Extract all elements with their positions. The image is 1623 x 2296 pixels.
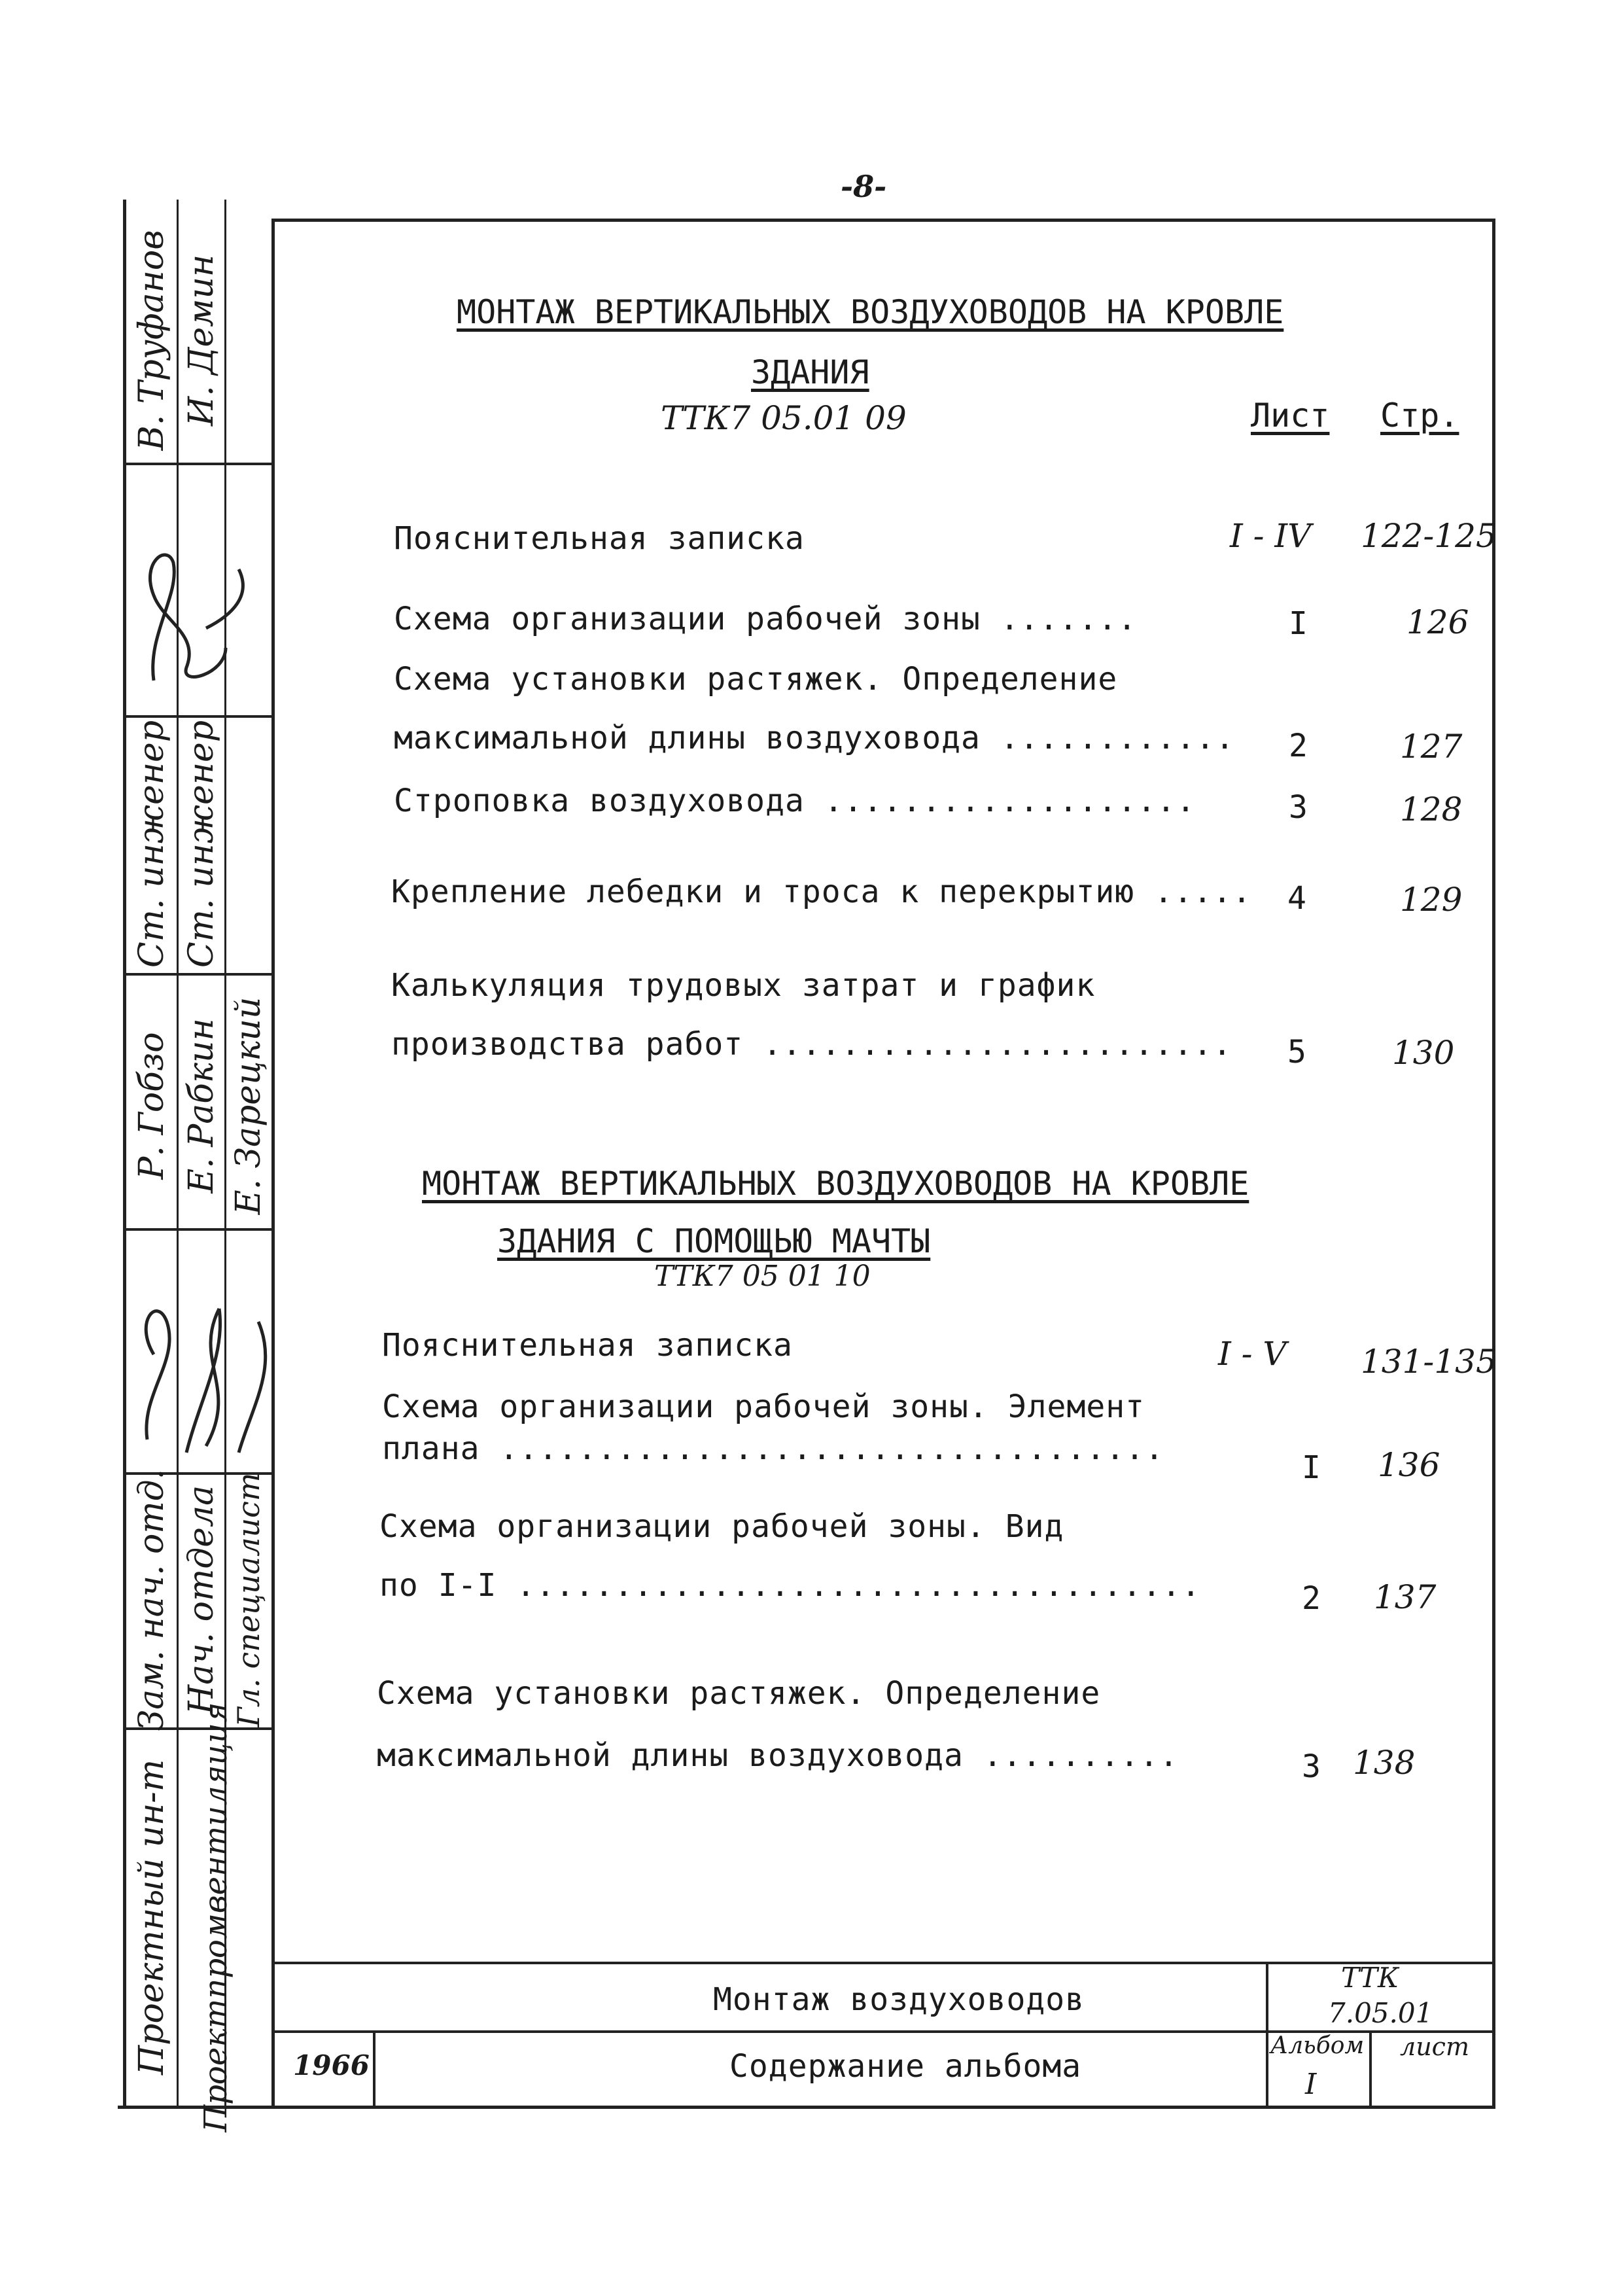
toc-item-sheet: 3: [1289, 789, 1308, 826]
frame-top: [271, 219, 1495, 222]
toc-item-page: 127: [1400, 728, 1463, 766]
toc-item-text: Схема организации рабочей зоны. Вид: [379, 1508, 1064, 1545]
section1-title-line1: МОНТАЖ ВЕРТИКАЛЬНЫХ ВОЗДУХОВОДОВ НА КРОВЛЕ: [457, 293, 1284, 331]
toc-item-text: Схема установки растяжек. Определение: [394, 661, 1118, 698]
stamp-role-head-dept: Нач. отдела: [182, 1485, 221, 1715]
column-header-page: Стр.: [1380, 397, 1459, 434]
stamp-col-divider-1: [177, 200, 179, 2106]
toc-item-text: Крепление лебедки и троса к перекрытию .....: [391, 874, 1252, 910]
toc-item-sheet: I - V: [1218, 1335, 1287, 1373]
titleblock-right-divider: [1266, 1962, 1268, 2106]
page-number: -8-: [841, 169, 887, 204]
stamp-name-gobzo: Р. Гобзо: [132, 1032, 171, 1180]
toc-item-page: 129: [1400, 881, 1463, 919]
stamp-row-2: [123, 715, 271, 718]
stamp-institute: Проектный ин-т: [132, 1759, 171, 2075]
stamp-name-demin: И. Демин: [182, 254, 221, 427]
stamp-role-chief-specialist: Гл. специалист: [231, 1472, 266, 1727]
signature-1: [128, 537, 265, 707]
titleblock-album-label: Альбом: [1270, 2032, 1365, 2059]
titleblock-ttk-label: ТТК: [1341, 1962, 1399, 1994]
toc-item-page: 126: [1406, 603, 1469, 641]
stamp-name-rabkin: Е. Рабкин: [182, 1018, 221, 1193]
titleblock-top: [271, 1962, 1495, 1964]
section2-title-line1: МОНТАЖ ВЕРТИКАЛЬНЫХ ВОЗДУХОВОДОВ НА КРОВЛЕ: [422, 1165, 1249, 1203]
toc-item-text: максимальной длины воздуховода ............: [394, 720, 1235, 756]
section2-code: ТТК7 05 01 10: [654, 1260, 871, 1293]
toc-item-text: Строповка воздуховода ...................: [394, 783, 1196, 819]
stamp-role-senior-engineer-2: Ст. инженер: [182, 720, 221, 968]
stamp-name-zaretsky: Е. Зарецкий: [229, 997, 268, 1215]
toc-item-page: 128: [1400, 790, 1463, 828]
toc-item-sheet: 2: [1289, 728, 1308, 764]
titleblock-sheet-label: лист: [1400, 2032, 1469, 2061]
toc-item-text: максимальной длины воздуховода ..........: [377, 1737, 1179, 1774]
signature-2: [128, 1282, 285, 1472]
toc-item-text: Схема организации рабочей зоны. Элемент: [382, 1388, 1145, 1425]
toc-item-sheet: 2: [1302, 1580, 1321, 1617]
titleblock-ttk-code: 7.05.01: [1328, 1997, 1433, 2029]
stamp-role-deputy: Зам. нач. отд.: [132, 1468, 171, 1731]
toc-item-sheet: I: [1302, 1449, 1321, 1486]
frame-left: [123, 200, 126, 2109]
toc-item-page: 137: [1374, 1578, 1437, 1616]
toc-item-sheet: I - IV: [1230, 517, 1312, 555]
titleblock-row1: Монтаж воздуховодов: [713, 1981, 1085, 2018]
stamp-role-senior-engineer-1: Ст. инженер: [132, 720, 171, 968]
toc-item-text: Калькуляция трудовых затрат и график: [391, 967, 1096, 1004]
titleblock-row2: Содержание альбома: [729, 2048, 1082, 2085]
toc-item-text: Схема организации рабочей зоны .......: [394, 601, 1138, 637]
frame-bottom: [118, 2106, 1495, 2109]
toc-item-text: плана ..................................: [382, 1430, 1164, 1467]
section1-title-line2: ЗДАНИЯ: [751, 353, 869, 391]
section2-title-line2: ЗДАНИЯ С ПОМОЩЬЮ МАЧТЫ: [497, 1222, 931, 1260]
toc-item-text: производства работ ........................: [391, 1026, 1232, 1063]
stamp-row-4: [123, 1228, 271, 1231]
toc-item-page: 136: [1378, 1446, 1440, 1484]
toc-item-page: 130: [1392, 1034, 1455, 1072]
frame-right: [1492, 219, 1495, 2109]
toc-item-sheet: 3: [1302, 1748, 1321, 1785]
toc-item-sheet: I: [1289, 605, 1308, 642]
toc-item-sheet: 4: [1287, 880, 1307, 917]
titleblock-album-value: I: [1305, 2068, 1317, 2101]
stamp-row-3: [123, 973, 271, 976]
section1-code: ТТК7 05.01 09: [661, 399, 907, 437]
frame-inner-left: [271, 219, 275, 2109]
toc-item-page: 122-125: [1361, 517, 1497, 555]
column-header-sheet: Лист: [1251, 397, 1330, 434]
toc-item-text: Пояснительная записка: [394, 520, 805, 557]
toc-item-page: 131-135: [1361, 1343, 1497, 1381]
toc-item-text: Схема установки растяжек. Определение: [377, 1675, 1101, 1712]
stamp-name-trufanov: В. Труфанов: [132, 230, 171, 451]
toc-item-text: Пояснительная записка: [382, 1327, 793, 1364]
stamp-row-1: [123, 463, 271, 465]
titleblock-year: 1966: [293, 2049, 370, 2081]
stamp-org-name: Проектпромвентиляция: [198, 1702, 234, 2132]
titleblock-album-divider: [1369, 2030, 1372, 2106]
toc-item-sheet: 5: [1287, 1034, 1307, 1070]
toc-item-page: 138: [1353, 1744, 1416, 1782]
toc-item-text: по I-I ...................................: [379, 1567, 1201, 1604]
titleblock-year-divider: [373, 2030, 375, 2106]
